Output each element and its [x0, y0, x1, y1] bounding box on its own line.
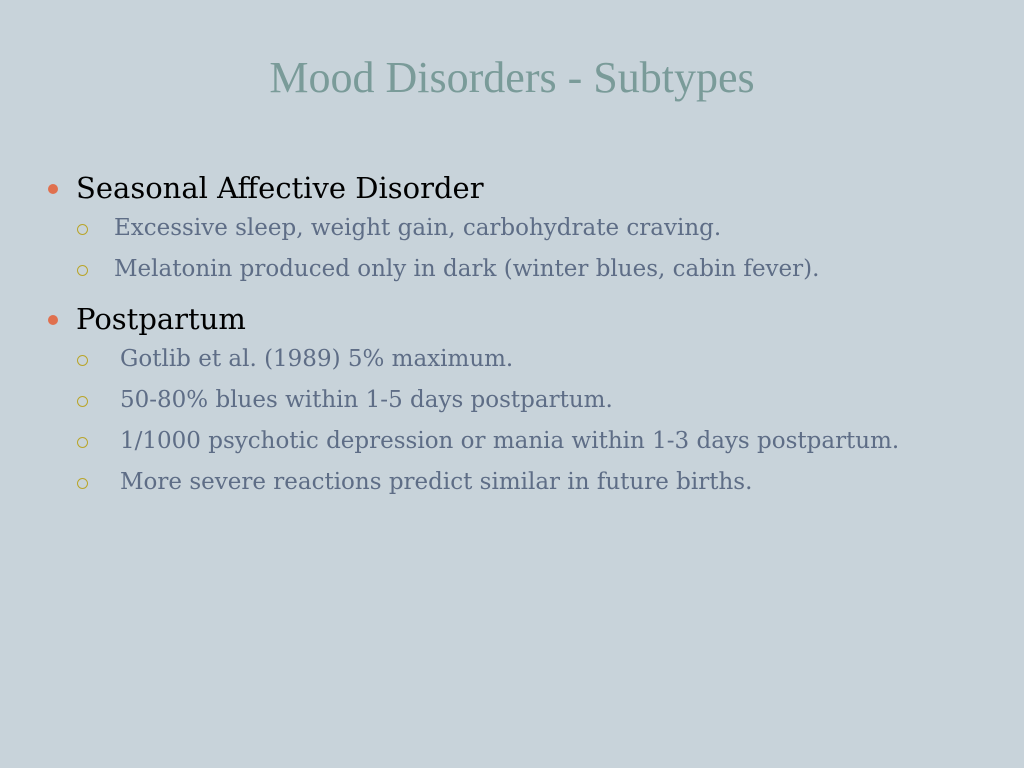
bullet-text: Postpartum — [76, 302, 246, 336]
filled-circle-bullet-icon — [48, 315, 58, 325]
sub-bullet-item — [44, 462, 994, 503]
bullet-item-seasonal-affective-disorder — [44, 168, 994, 208]
sub-bullet-text: Excessive sleep, weight gain, carbohydrate craving. — [114, 215, 722, 241]
sub-bullet-item — [44, 421, 994, 462]
bullet-text: Seasonal Affective Disorder — [76, 171, 484, 205]
hollow-circle-bullet-icon — [77, 396, 88, 407]
hollow-circle-bullet-icon — [77, 265, 88, 276]
hollow-circle-bullet-icon — [77, 355, 88, 366]
sub-bullet-text: 1/1000 psychotic depression or mania within 1-3 days postpartum. — [120, 428, 900, 454]
hollow-circle-bullet-icon — [77, 224, 88, 235]
sub-bullet-item — [44, 249, 994, 290]
sub-bullet-text: Gotlib et al. (1989) 5% maximum. — [120, 346, 514, 372]
filled-circle-bullet-icon — [48, 184, 58, 194]
sub-bullet-text: More severe reactions predict similar in future births. — [120, 469, 753, 495]
bullet-item-postpartum — [44, 299, 994, 339]
sub-bullet-text: Melatonin produced only in dark (winter blues, cabin fever). — [114, 256, 820, 282]
sub-bullet-text: 50-80% blues within 1-5 days postpartum. — [120, 387, 613, 413]
slide-title: Mood Disorders - Subtypes — [269, 53, 755, 102]
sub-bullet-item — [44, 380, 994, 421]
sub-bullet-item — [44, 339, 994, 380]
hollow-circle-bullet-icon — [77, 478, 88, 489]
sub-bullet-item — [44, 208, 994, 249]
hollow-circle-bullet-icon — [77, 437, 88, 448]
slide-content — [44, 168, 994, 503]
